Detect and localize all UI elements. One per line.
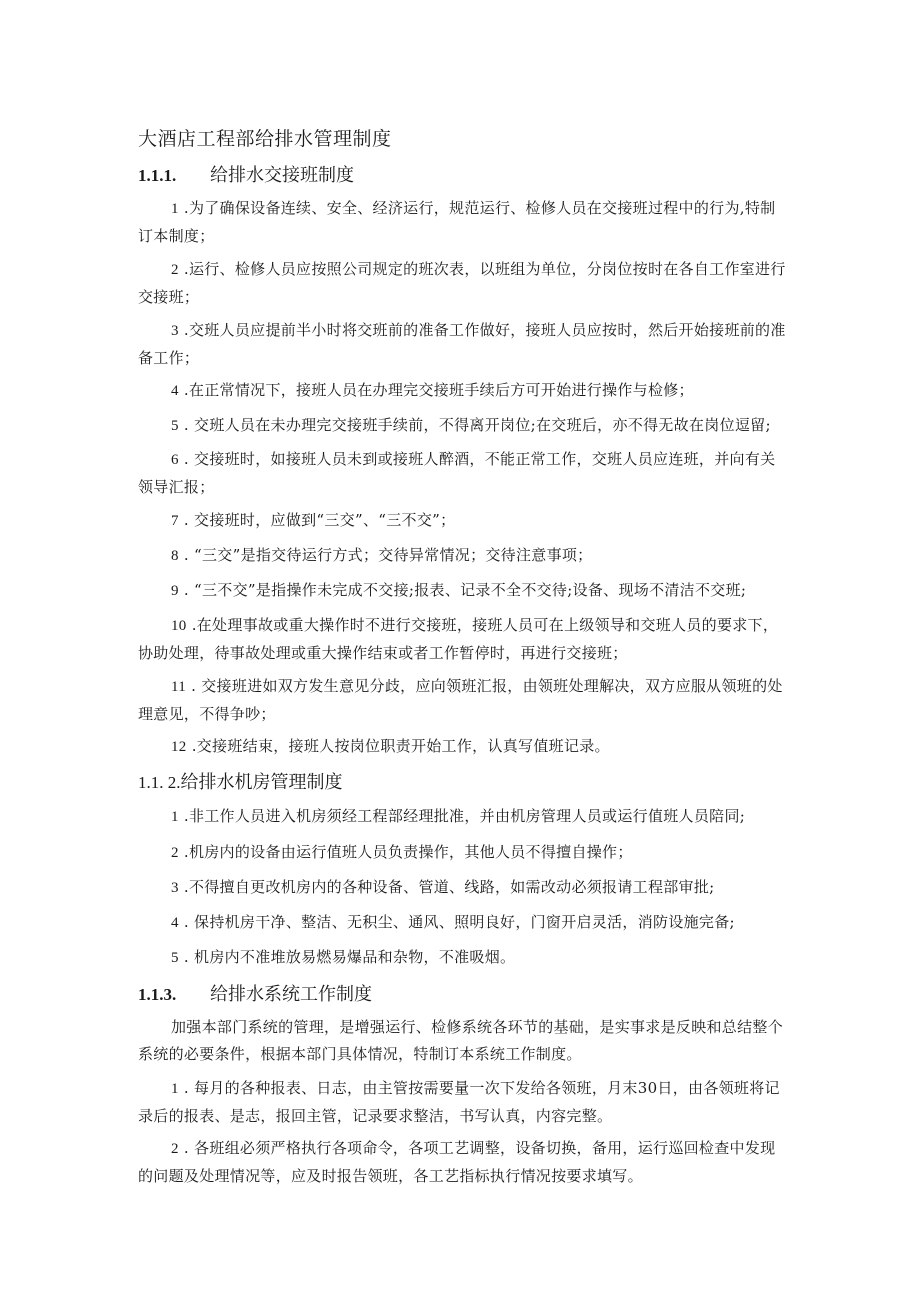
section-heading-1 (138, 161, 354, 187)
section-intro: 加强本部门系统的管理，是增强运行、检修系统各环节的基础，是实事求是反映和总结整个系统的必要条件，根据本部门具体情况，特制订本系统工作制度。 (138, 1018, 784, 1063)
list-item: 12 .交接班结束，接班人按岗位职责开始工作，认真写值班记录。 (171, 737, 610, 755)
section-title: 给排水机房管理制度 (180, 772, 343, 793)
section-title: 给排水系统工作制度 (210, 984, 372, 1005)
list-item: 4 .在正常情况下，接班人员在办理完交接班手续后方可开始进行操作与检修； (171, 381, 694, 399)
list-item: 9 . “三不交”是指操作未完成不交接;报表、记录不全不交待;设备、现场不清洁不交班; (171, 581, 747, 599)
list-item: 5 . 机房内不准堆放易燃易爆品和杂物，不准吸烟。 (171, 948, 516, 966)
list-item: 8 . “三交”是指交待运行方式；交待异常情况；交待注意事项； (171, 546, 593, 564)
list-item: 2 .机房内的设备由运行值班人员负责操作，其他人员不得擅自操作； (171, 843, 633, 861)
section-heading-3 (138, 980, 372, 1006)
list-item: 1 . 每月的各种报表、日志，由主管按需要量一次下发给各领班，月末30日，由各领班将记录后的报表、是志，报回主管，记录要求整洁，书写认真，内容完整。 (138, 1079, 780, 1125)
list-item: 1 .为了确保设备连续、安全、经济运行，规范运行、检修人员在交接班过程中的行为,特制订本制度； (138, 199, 776, 245)
section-number: 1.1.1. (138, 166, 177, 185)
list-item: 3 .交班人员应提前半小时将交班前的准备工作做好，接班人员应按时，然后开始接班前的准备工作； (138, 321, 786, 367)
list-item: 6 . 交接班时，如接班人员未到或接班人醉酒，不能正常工作，交班人员应连班，并向有关领导汇报； (138, 450, 776, 496)
list-item: 3 .不得擅自更改机房内的各种设备、管道、线路，如需改动必须报请工程部审批; (171, 878, 715, 896)
section-number: 1.1. 2. (138, 773, 181, 792)
list-item: 7 . 交接班时，应做到“三交”、“三不交”； (171, 511, 456, 529)
list-item: 11 . 交接班进如双方发生意见分歧，应向领班汇报，由领班处理解决，双方应服从领班的处理意见，不得争吵； (138, 677, 783, 723)
list-item: 1 .非工作人员进入机房须经工程部经理批准，并由机房管理人员或运行值班人员陪同; (171, 807, 746, 825)
list-item: 2 .运行、检修人员应按照公司规定的班次表，以班组为单位，分岗位按时在各自工作室进行交接班； (138, 260, 786, 306)
section-number: 1.1.3. (138, 985, 177, 1004)
list-item: 2 . 各班组必须严格执行各项命令，各项工艺调整，设备切换，备用，运行巡回检查中发现的问题及处理情况等，应及时报告领班，各工艺指标执行情况按要求填写。 (138, 1139, 776, 1185)
list-item: 5 . 交班人员在未办理完交接班手续前，不得离开岗位;在交班后，亦不得无故在岗位逗留; (171, 416, 771, 434)
list-item: 10 .在处理事故或重大操作时不进行交接班，接班人员可在上级领导和交班人员的要求下，协助处理，待事故处理或重大操作结束或者工作暂停时，再进行交接班； (138, 616, 779, 662)
list-item: 4 . 保持机房干净、整洁、无积尘、通风、照明良好，门窗开启灵活，消防设施完备; (171, 913, 735, 931)
section-heading-2 (138, 768, 343, 794)
document-title: 大酒店工程部给排水管理制度 (138, 128, 392, 150)
section-title: 给排水交接班制度 (210, 165, 354, 186)
